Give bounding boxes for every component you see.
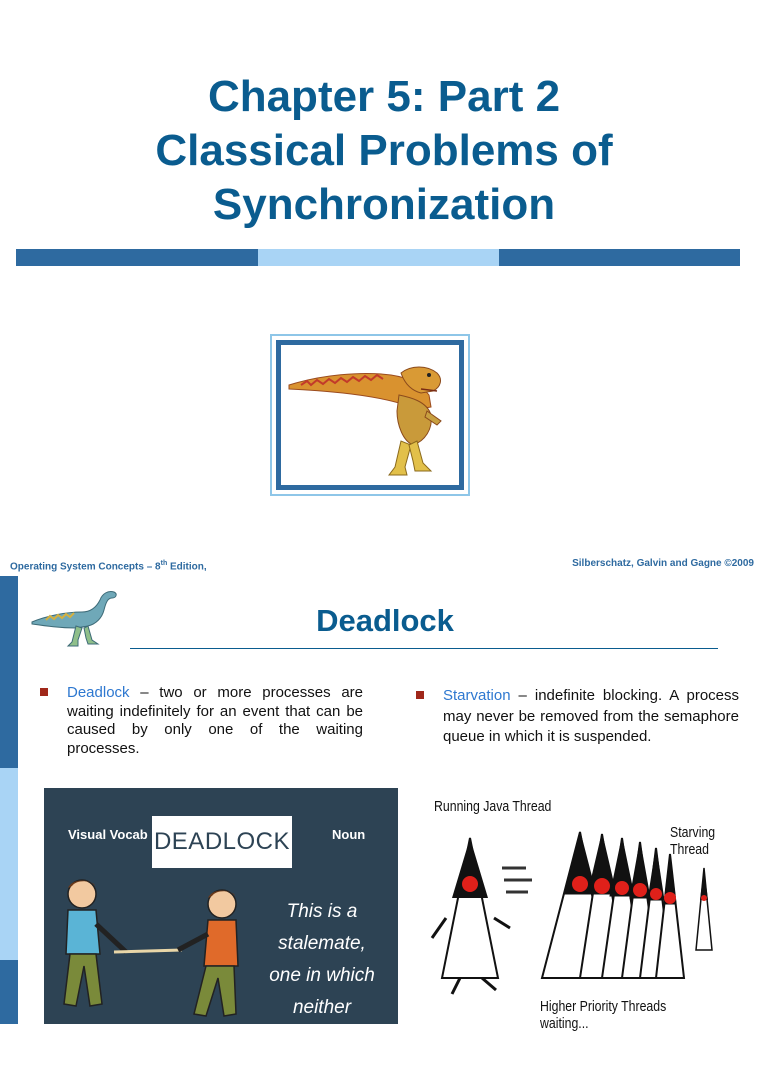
bullet-marker	[416, 691, 424, 699]
title-bar-right	[499, 249, 740, 266]
term-deadlock: Deadlock	[67, 684, 130, 701]
vocab-left-label: Visual Vocab	[68, 827, 148, 842]
vocab-word: DEADLOCK	[152, 816, 292, 868]
side-strip-dark-bottom	[0, 960, 18, 1024]
java-threads-image	[430, 790, 740, 1032]
tug-of-war-illustration	[54, 874, 244, 1024]
bullet-marker	[40, 688, 48, 696]
vocab-definition: This is a stalemate, one in which neither side is willing to give up	[256, 901, 388, 1082]
visual-vocab-image	[44, 788, 398, 1082]
term-starvation: Starvation	[443, 687, 511, 704]
bullet-starvation: Starvation – indefinite blocking. A process may never be removed from the semaphore queue in which it is suspended.	[443, 687, 739, 745]
duke-threads-illustration	[430, 828, 740, 998]
running-thread-label: Running Java Thread	[434, 798, 552, 815]
waiting-threads-label: Higher Priority Threads waiting...	[540, 998, 667, 1032]
footer-book-title: Operating System Concepts – 8th Edition,	[10, 560, 207, 573]
side-strip-dark	[0, 576, 18, 768]
vocab-part-of-speech: Noun	[332, 827, 366, 842]
slide-title: Deadlock	[316, 603, 454, 638]
dinosaur-frame	[270, 334, 470, 496]
chapter-title-line-3: Synchronization	[212, 180, 556, 229]
footer-authors: Silberschatz, Galvin and Gagne ©2009	[572, 558, 754, 569]
small-dinosaur-logo	[26, 582, 122, 648]
chapter-title-line-1: Chapter 5: Part 2	[207, 72, 561, 121]
starving-thread-label: Starving Thread	[670, 824, 716, 858]
title-bar-left	[16, 249, 258, 266]
title-underline	[130, 648, 718, 649]
dinosaur-illustration	[281, 345, 459, 485]
chapter-title-line-2: Classical Problems of	[155, 126, 613, 175]
title-bar-middle	[258, 249, 499, 266]
side-strip-light	[0, 768, 18, 960]
bullet-deadlock: Deadlock – two or more processes are waiting indefinitely for an event that can be caused by only one of the waiting processes.	[67, 684, 363, 757]
